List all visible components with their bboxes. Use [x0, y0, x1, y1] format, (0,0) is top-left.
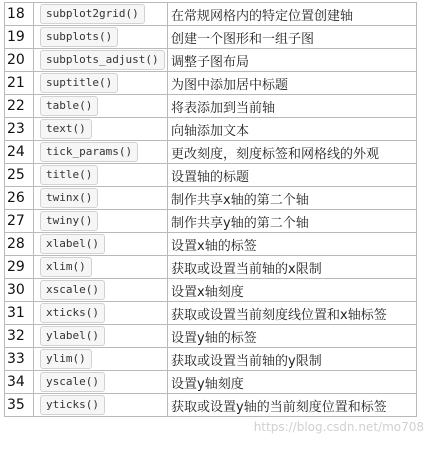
function-description: 设置x轴的标签 [168, 233, 417, 256]
function-name: text() [40, 119, 92, 139]
table-row [5, 348, 417, 371]
function-description: 为图中添加居中标题 [168, 72, 417, 95]
function-cell [34, 348, 168, 371]
function-name: xscale() [40, 280, 105, 300]
function-description: 获取或设置当前刻度线位置和x轴标签 [168, 302, 417, 325]
row-number: 34 [5, 371, 34, 394]
function-cell [34, 302, 168, 325]
table-row [5, 256, 417, 279]
row-number: 29 [5, 256, 34, 279]
function-cell [34, 256, 168, 279]
function-name: suptitle() [40, 73, 118, 93]
function-name: subplot2grid() [40, 4, 145, 24]
function-name: xticks() [40, 303, 105, 323]
table-row [5, 233, 417, 256]
table-row [5, 371, 417, 394]
table-row [5, 72, 417, 95]
function-description: 获取或设置y轴的当前刻度位置和标签 [168, 394, 417, 417]
function-description: 调整子图布局 [168, 49, 417, 72]
table-row [5, 49, 417, 72]
function-table-body [5, 3, 417, 417]
function-cell [34, 164, 168, 187]
row-number: 32 [5, 325, 34, 348]
table-row [5, 26, 417, 49]
function-name: subplots() [40, 27, 118, 47]
function-name: twiny() [40, 211, 98, 231]
function-description: 制作共享x轴的第二个轴 [168, 187, 417, 210]
row-number: 33 [5, 348, 34, 371]
function-description: 获取或设置当前轴的x限制 [168, 256, 417, 279]
function-cell [34, 3, 168, 26]
row-number: 20 [5, 49, 34, 72]
row-number: 24 [5, 141, 34, 164]
function-cell [34, 95, 168, 118]
table-row [5, 187, 417, 210]
row-number: 23 [5, 118, 34, 141]
row-number: 31 [5, 302, 34, 325]
row-number: 28 [5, 233, 34, 256]
function-name: yticks() [40, 395, 105, 415]
function-description: 获取或设置当前轴的y限制 [168, 348, 417, 371]
table-row [5, 210, 417, 233]
function-description: 设置轴的标题 [168, 164, 417, 187]
watermark: https://blog.csdn.net/mo708 [253, 420, 424, 434]
function-description: 设置y轴刻度 [168, 371, 417, 394]
function-description: 将表添加到当前轴 [168, 95, 417, 118]
table-row [5, 279, 417, 302]
function-cell [34, 141, 168, 164]
function-cell [34, 49, 168, 72]
function-description: 创建一个图形和一组子图 [168, 26, 417, 49]
table-row [5, 141, 417, 164]
function-cell [34, 26, 168, 49]
table-row [5, 118, 417, 141]
function-name: table() [40, 96, 98, 116]
function-name: xlim() [40, 257, 92, 277]
table-row [5, 394, 417, 417]
table-row [5, 3, 417, 26]
function-cell [34, 371, 168, 394]
function-table [4, 2, 417, 417]
row-number: 25 [5, 164, 34, 187]
function-description: 设置x轴刻度 [168, 279, 417, 302]
function-cell [34, 279, 168, 302]
function-name: tick_params() [40, 142, 138, 162]
function-cell [34, 118, 168, 141]
function-name: yscale() [40, 372, 105, 392]
row-number: 30 [5, 279, 34, 302]
function-name: ylim() [40, 349, 92, 369]
function-cell [34, 72, 168, 95]
row-number: 21 [5, 72, 34, 95]
function-cell [34, 325, 168, 348]
function-cell [34, 187, 168, 210]
function-name: subplots_adjust() [40, 50, 165, 70]
table-row [5, 95, 417, 118]
function-name: twinx() [40, 188, 98, 208]
row-number: 26 [5, 187, 34, 210]
function-description: 在常规网格内的特定位置创建轴 [168, 3, 417, 26]
function-description: 更改刻度，刻度标签和网格线的外观 [168, 141, 417, 164]
table-row [5, 302, 417, 325]
function-cell [34, 233, 168, 256]
function-name: title() [40, 165, 98, 185]
table-row [5, 325, 417, 348]
row-number: 19 [5, 26, 34, 49]
function-description: 设置y轴的标签 [168, 325, 417, 348]
row-number: 18 [5, 3, 34, 26]
row-number: 27 [5, 210, 34, 233]
row-number: 22 [5, 95, 34, 118]
row-number: 35 [5, 394, 34, 417]
function-cell [34, 210, 168, 233]
function-name: ylabel() [40, 326, 105, 346]
table-row [5, 164, 417, 187]
function-description: 向轴添加文本 [168, 118, 417, 141]
function-description: 制作共享y轴的第二个轴 [168, 210, 417, 233]
function-cell [34, 394, 168, 417]
function-name: xlabel() [40, 234, 105, 254]
